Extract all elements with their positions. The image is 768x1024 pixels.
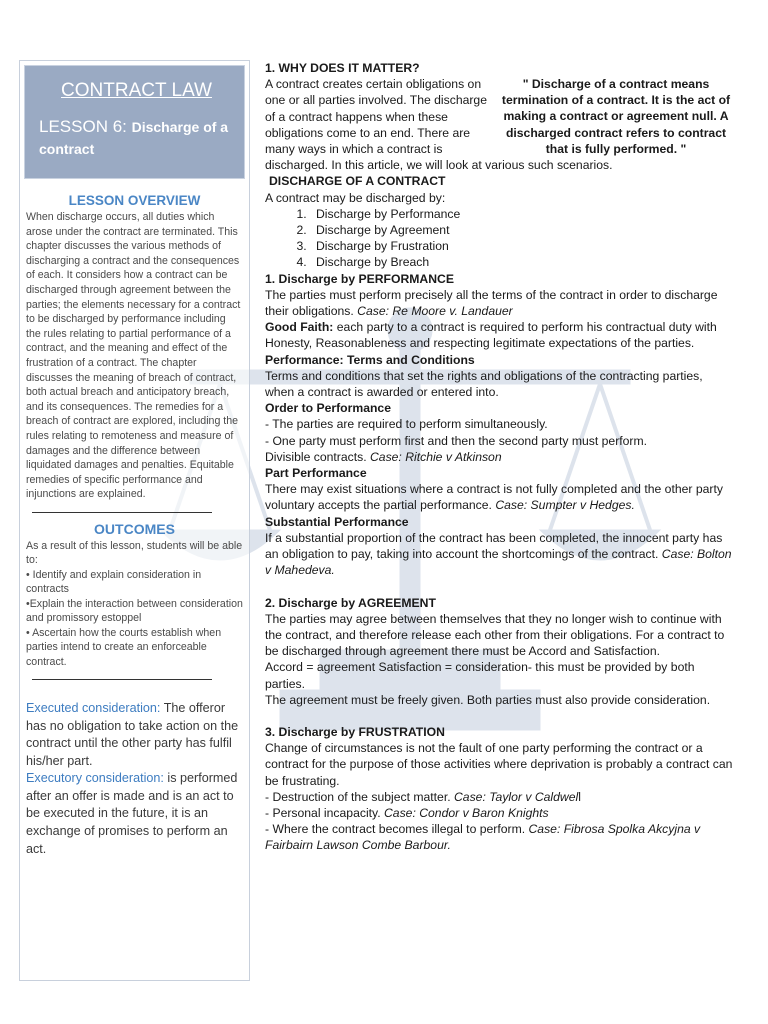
good-faith-text: each party to a contract is required to perform his contractual duty with Honesty, Reasonableness and respecting legitimate expectations of the parties. <box>265 320 717 351</box>
agreement-text: The parties may agree between themselves that they no longer wish to continue with the contract, and therefore release each other from their obligations. For a contract to be discharged through agreement there must be Accord and Satisfaction. <box>265 611 725 659</box>
case-citation-tail: l <box>578 789 581 804</box>
order-line <box>265 449 735 465</box>
executory-term: Executory consideration: <box>26 771 164 786</box>
case-citation: Case: Re Moore v. Landauer <box>357 304 513 319</box>
list-item: 2. Discharge by Agreement <box>310 222 735 238</box>
part-body: There may exist situations where a contract is not fully completed and the other party voluntary accepts the partial performance. <box>265 482 723 513</box>
main-content <box>265 60 735 854</box>
lesson-sidebar <box>19 60 250 981</box>
frustration-line-text: - Destruction of the subject matter. <box>265 789 454 804</box>
agreement-text: Accord = agreement Satisfaction = consideration- this must be provided by both parties. <box>265 660 695 691</box>
discharge-intro: A contract may be discharged by: <box>265 190 446 205</box>
case-citation: Case: Sumpter v Hedges. <box>495 498 635 513</box>
lesson-subtitle: Discharge of a contract <box>39 119 229 157</box>
executed-text: The offeror has no obligation to take action on the contract until the other party has fulfil his/her part. <box>26 700 239 768</box>
list-item: • Ascertain how the courts establish when parties intend to create an enforceable contract. <box>26 626 222 668</box>
list-item: •Explain the interaction between consideration and promissory estoppel <box>26 597 243 625</box>
lesson-title <box>39 116 234 160</box>
terms-text: Terms and conditions that set the rights and obligations of the contracting parties, when a contract is awarded or entered into. <box>265 368 703 400</box>
case-citation: Case: Condor v Baron Knights <box>384 805 549 820</box>
discharge-heading: DISCHARGE OF A CONTRACT <box>269 174 446 189</box>
case-citation: Case: Fibrosa Spolka Akcyjna v Fairbairn Lawson Combe Barbour. <box>265 822 701 853</box>
divider <box>32 679 212 680</box>
good-faith-label: Good Faith: <box>265 320 334 335</box>
frustration-line <box>265 789 735 805</box>
list-item: 3. Discharge by Frustration <box>310 238 735 254</box>
frustration-heading: 3. Discharge by FRUSTRATION <box>265 724 445 739</box>
good-faith <box>265 319 735 351</box>
performance-heading: 1. Discharge by PERFORMANCE <box>265 271 454 286</box>
part-heading: Part Performance <box>265 466 367 481</box>
case-citation: Case: Ritchie v Atkinson <box>369 449 502 464</box>
executory-consideration <box>20 770 249 858</box>
performance-body: The parties must perform precisely all the terms of the contract in order to discharge their obligations. <box>265 287 718 319</box>
terms-heading: Performance: Terms and Conditions <box>265 352 475 367</box>
outcomes-intro: As a result of this lesson, students will be able to: <box>26 539 243 567</box>
frustration-line-text: - Personal incapacity. <box>265 805 384 820</box>
case-citation: Case: Taylor v Caldwel <box>454 789 579 804</box>
substantial-heading: Substantial Performance <box>265 514 409 529</box>
course-title: CONTRACT LAW <box>61 80 212 101</box>
list-item: 4. Discharge by Breach <box>310 254 735 270</box>
list-item: • Identify and explain consideration in contracts <box>26 569 202 596</box>
methods-list <box>265 206 735 271</box>
pull-quote: " Discharge of a contract means termination of a contract. It is the act of making a contract or agreement null. A discharged contract refers to contract that is fully performed. " <box>501 77 731 156</box>
frustration-line-text: - Where the contract becomes illegal to perform. <box>265 822 529 837</box>
executed-term: Executed consideration: <box>26 700 161 715</box>
divider <box>32 512 212 513</box>
sidebar-header <box>24 65 245 179</box>
substantial-text <box>265 530 735 579</box>
executed-consideration <box>20 700 249 770</box>
order-line: - The parties are required to perform simultaneously. <box>265 417 548 432</box>
order-heading: Order to Performance <box>265 401 391 416</box>
order-line-text: Divisible contracts. <box>265 449 370 464</box>
agreement-heading: 2. Discharge by AGREEMENT <box>265 595 436 610</box>
intro-continued: discharged. In this article, we will look at various such scenarios. <box>265 158 613 173</box>
list-item: 1. Discharge by Performance <box>310 206 735 222</box>
overview-text: When discharge occurs, all duties which arose under the contract are terminated. This chapter discusses the various methods of discharging a contract and the consequences of each. It considers how a contract can be discharged through agreement between the parties; the elements necessary for a contract to be discharged by performance including the rules relating to partial performance of a contract, and the meaning and effect of the frustration of a contract. The chapter discusses the meaning of breach of contract, both actual breach and anticipatory breach, and its consequences. The remedies for a breach of contract are explored, including the rules relating to remoteness and measure of damages and the difference between liquidated damages and penalties. Equitable remedies of specific performance and injunctions are explained. <box>26 211 241 501</box>
order-line: - One party must perform first and then the second party must perform. <box>265 433 648 448</box>
why-heading: 1. WHY DOES IT MATTER? <box>265 61 420 75</box>
part-text <box>265 481 735 513</box>
frustration-text: Change of circumstances is not the fault of one party performing the contract or a contract for the purpose of those activities where deprivation is probably a contract can be frustrating. <box>265 741 733 788</box>
executory-text: is performed after an offer is made and is an act to be executed in the future, it is an exchange of promises to perform an act. <box>26 771 238 856</box>
case-citation: Case: Bolton v Mahedeva. <box>265 547 732 578</box>
outcomes-heading: OUTCOMES <box>94 520 175 537</box>
lesson-prefix: LESSON 6: <box>39 117 132 136</box>
substantial-body: If a substantial proportion of the contract has been completed, the innocent party has an obligation to pay, taking into account the shortcomings of the contract. <box>265 530 723 562</box>
frustration-line <box>265 805 735 821</box>
overview-heading: LESSON OVERVIEW <box>68 193 201 208</box>
frustration-line <box>265 821 735 853</box>
agreement-text: The agreement must be freely given. Both parties must also provide consideration. <box>265 692 711 707</box>
performance-text <box>265 287 735 319</box>
intro-text: A contract creates certain obligations on one or all parties involved. The discharge of a contract happens when these obligations come to an end. There are many ways in which a contract is <box>265 77 487 157</box>
outcomes-list <box>20 568 249 669</box>
